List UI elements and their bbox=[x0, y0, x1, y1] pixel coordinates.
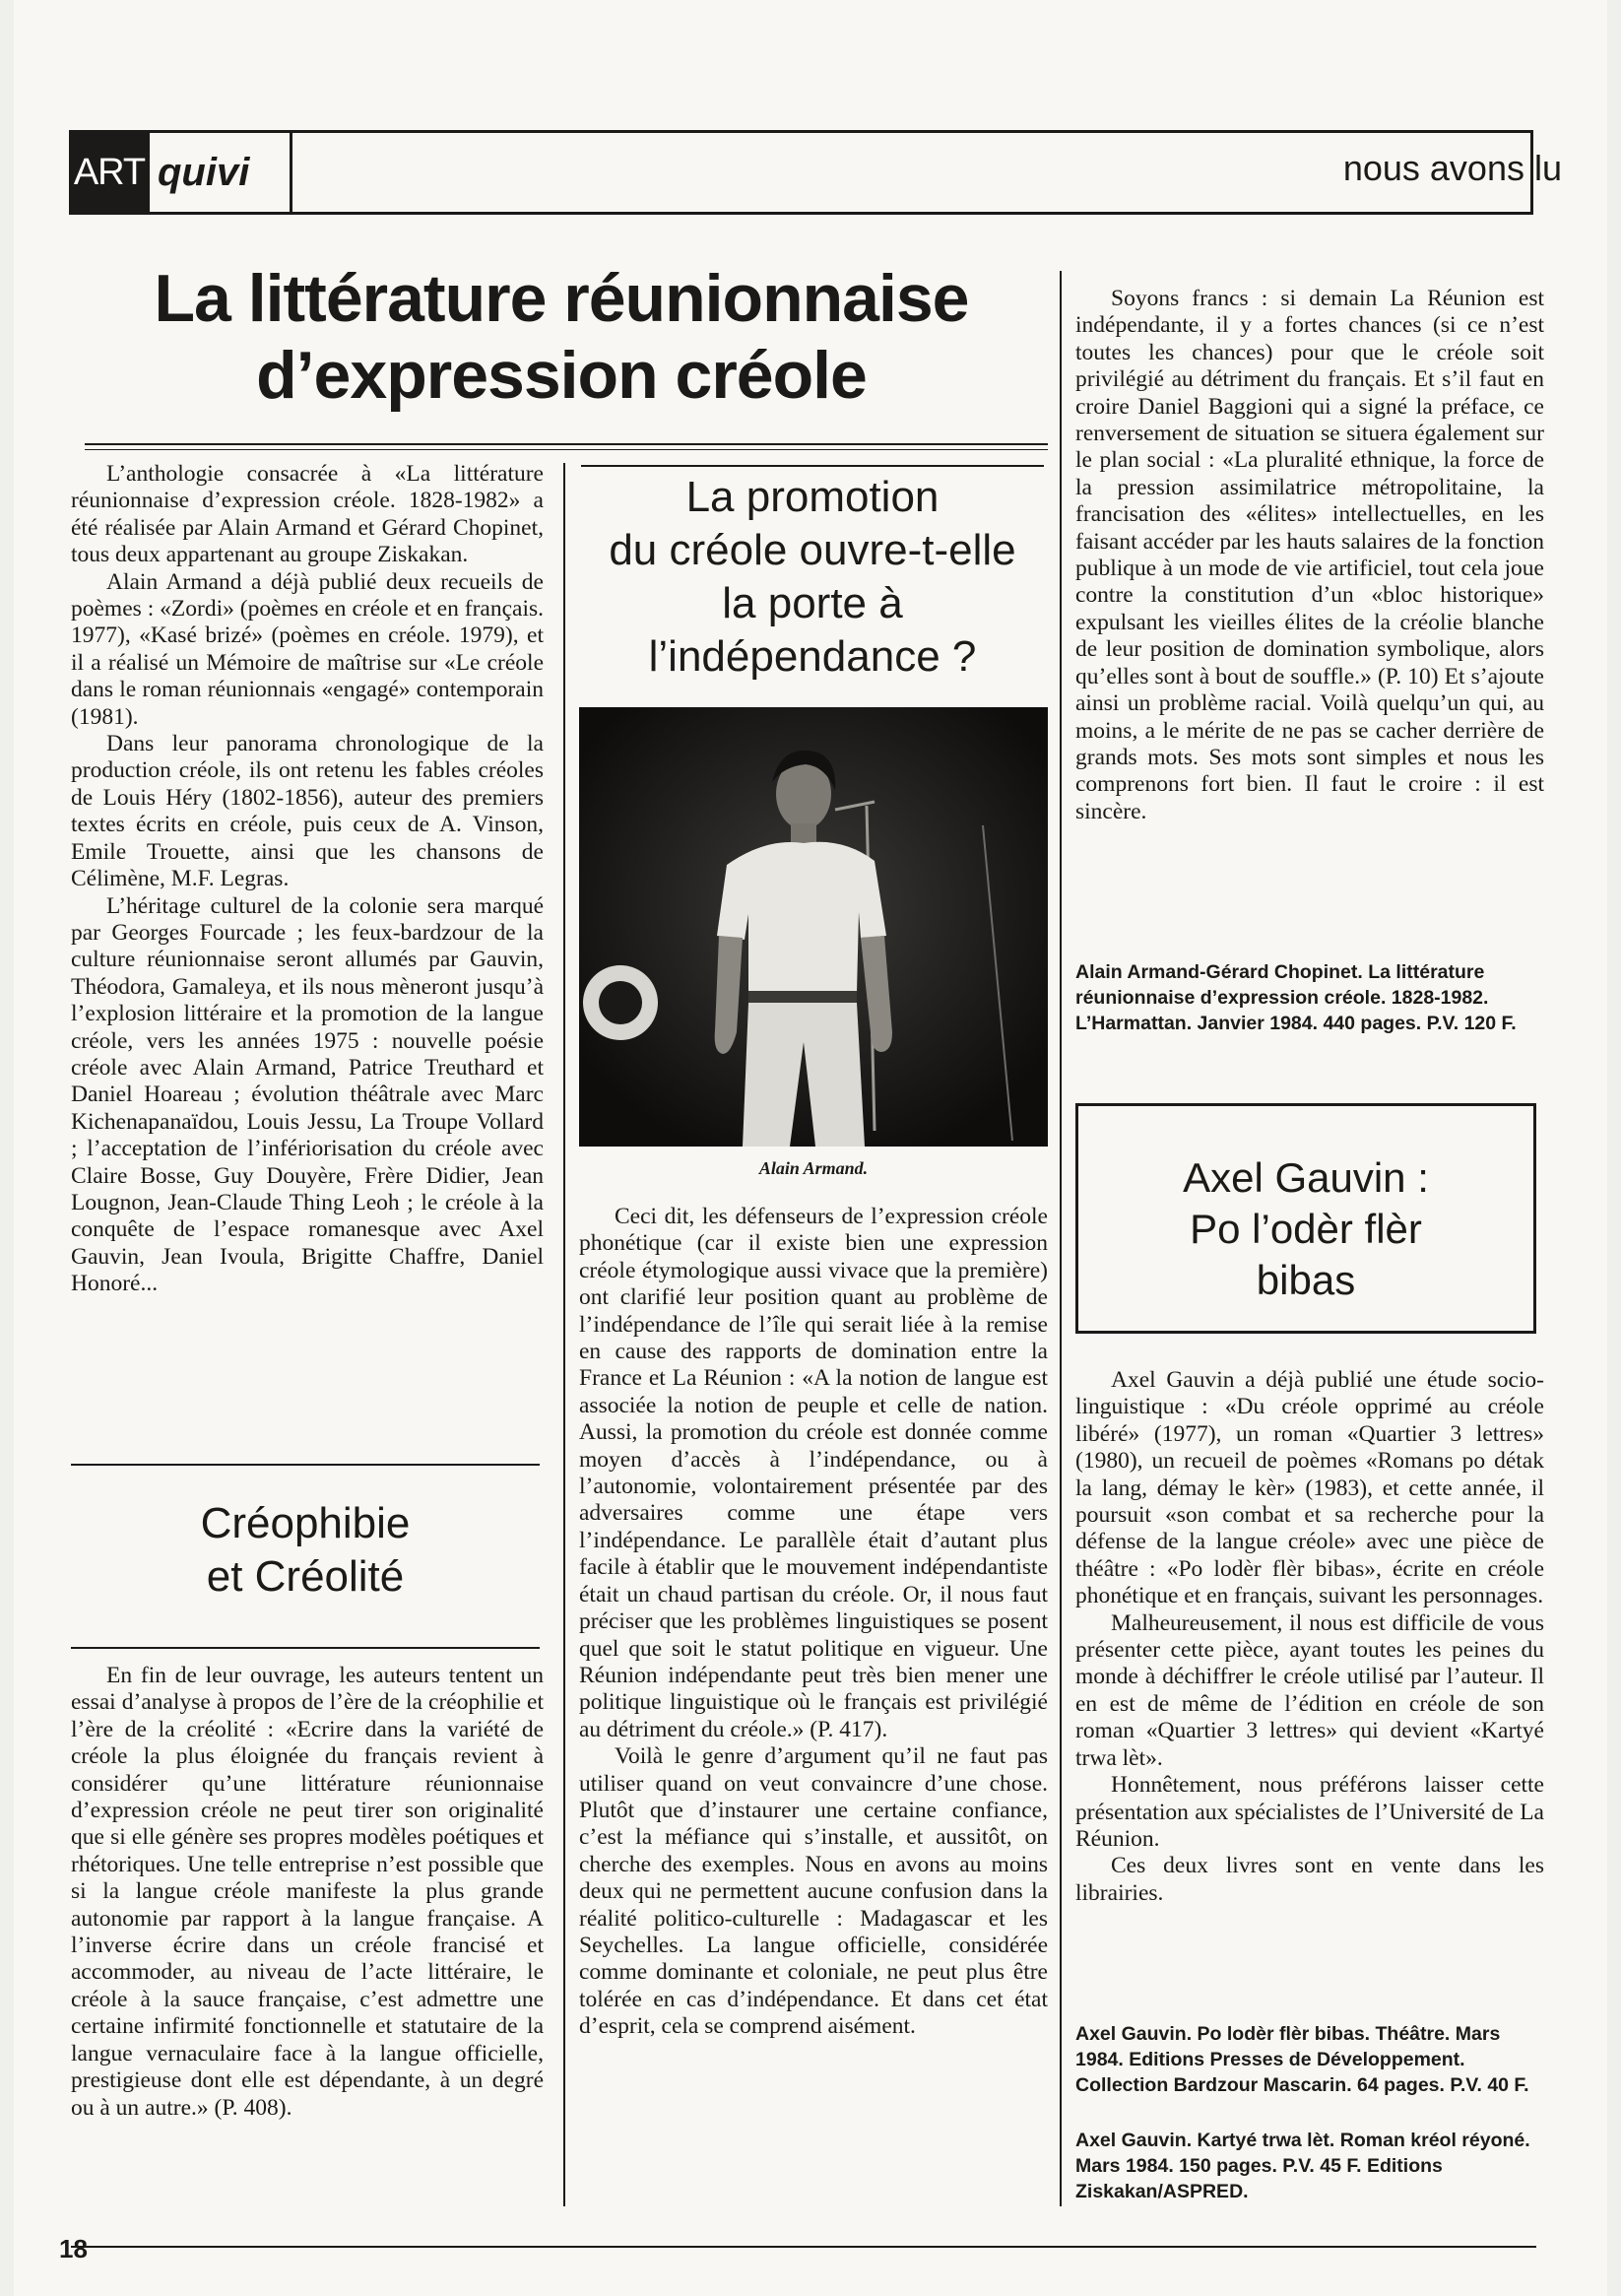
axel-source-2: Axel Gauvin. Kartyé trwa lèt. Roman kréol réyoné. Mars 1984. 150 pages. P.V. 45 F. Editions Ziskakan/ASPRED. bbox=[1075, 2130, 1530, 2202]
promotion-title bbox=[571, 471, 1054, 684]
axel-paragraph: Honnêtement, nous préférons laisser cette présentation aux spécialistes de l’Université de La Réunion. bbox=[1075, 1772, 1544, 1852]
creophibie-paragraph: En fin de leur ouvrage, les auteurs tentent un essai d’analyse à propos de l’ère de la créophilie et l’ère de la créolité : «Ecrire dans la variété de créole la plus éloignée du français revient à considérer qu’une littérature réunionnaise d’expression créole ne peut tirer son originalité que si elle génère ses propres modèles poétiques et rhétoriques. Une telle entreprise n’est possible que si la langue créole manifeste la plus grande autonomie par rapport à la langue française. A l’inverse écrire dans un créole francisé et accommoder, au niveau de l’acte littéraire, le créole à la sauce française, c’est admettre une certaine infirmité fonctionnelle et statutaire de la langue vernaculaire face à la langue officielle, prestigieuse dont elle est dépendante, à un degré ou à un autre.» (P. 408). bbox=[71, 1663, 544, 2121]
title-rule-thin bbox=[85, 449, 1048, 450]
main-title-line1: La littérature réunionnaise bbox=[154, 261, 969, 336]
footer-rule bbox=[71, 2246, 1536, 2248]
promotion-title-line2: du créole ouvre-t-elle bbox=[609, 526, 1016, 574]
axel-title-line1: Axel Gauvin : bbox=[1183, 1154, 1429, 1201]
main-title-line2: d’expression créole bbox=[256, 338, 867, 413]
concert-photo-illustration bbox=[579, 707, 1048, 1147]
creophibie-title-line2: et Créolité bbox=[206, 1552, 405, 1601]
col1-bottom-rule bbox=[71, 1464, 540, 1466]
axel-text bbox=[1075, 1367, 1544, 1907]
promotion-title-line4: l’indépendance ? bbox=[648, 632, 977, 681]
col1-paragraph: L’anthologie consacrée à «La littérature réunionnaise d’expression créole. 1828-1982» a été réalisée par Alain Armand et Gérard Chopinet, tous deux appartenant au groupe Ziskakan. bbox=[71, 461, 544, 568]
axel-paragraph: Axel Gauvin a déjà publié une étude socio-linguistique : «Du créole opprimé au créole libéré» (1977), un roman «Quartier 3 lettres» (1980), un recueil de poèmes «Romans po détak la lang, démay le kèr» (1983), et cette année, il poursuit «son combat et sa recherche pour la défense de la langue créole» avec une pièce de théâtre : «Po lodèr flèr bibas», écrite en créole phonétique et en français, suivant les personnages. bbox=[1075, 1367, 1544, 1609]
axel-title bbox=[1075, 1152, 1536, 1306]
col1-paragraph: Alain Armand a déjà publié deux recueils de poèmes : «Zordi» (poèmes en créole et en français. 1977), «Kasé brizé» (poèmes en créole. 1979), et il a réalisé un Mémoire de maîtrise sur «Le créole dans le roman réunionnais «engagé» contemporain (1981). bbox=[71, 568, 544, 730]
promotion-title-line3: la porte à bbox=[722, 579, 903, 627]
page-number: 18 bbox=[59, 2234, 88, 2263]
creophibie-rule bbox=[71, 1647, 540, 1649]
promotion-rule bbox=[581, 465, 1044, 467]
axel-paragraph: Malheureusement, il nous est difficile de vous présenter cette pièce, ayant toutes les peines du monde à déchiffrer le créole utilisé par l’auteur. Il en est de même de l’édition en créole de son roman «Quartier 3 lettres» qui devient «Kartyé trwa lèt». bbox=[1075, 1609, 1544, 1771]
header-divider bbox=[290, 130, 292, 215]
promotion-text bbox=[579, 1204, 1048, 2041]
anthology-source: Alain Armand-Gérard Chopinet. La littérature réunionnaise d’expression créole. 1828-1982. L’Harmattan. Janvier 1984. 440 pages. P.V. 120 F. bbox=[1075, 961, 1517, 1034]
col1-text bbox=[71, 461, 544, 1298]
axel-source-1: Axel Gauvin. Po lodèr flèr bibas. Théâtre. Mars 1984. Editions Presses de Développement. Collection Bardzour Mascarin. 64 pages. P.V. 40 F. bbox=[1075, 2023, 1529, 2096]
axel-paragraph: Ces deux livres sont en vente dans les librairies. bbox=[1075, 1853, 1544, 1906]
axel-title-line3: bibas bbox=[1256, 1257, 1356, 1303]
photo-caption: Alain Armand. bbox=[758, 1158, 869, 1178]
title-rule bbox=[85, 443, 1048, 445]
column-rule-2 bbox=[1060, 271, 1062, 2206]
main-title bbox=[69, 260, 1054, 414]
creophibie-title-line1: Créophibie bbox=[200, 1499, 411, 1547]
promotion-paragraph: Voilà le genre d’argument qu’il ne faut pas utiliser quand on veut convaincre d’une chose. Plutôt que d’instaurer une certaine confiance, c’est la méfiance qui s’installe, et aussitôt, on cherche des exemples. Nous en avons au moins deux qui ne permettent aucune confusion dans la réalité politico-culturelle : Madagascar et les Seychelles. La langue officielle, considérée comme dominante et coloniale, ne peut plus être tolérée en cas d’indépendance. Et dans cet état d’esprit, cela se comprend aisément. bbox=[579, 1743, 1048, 2040]
art-logo: ART bbox=[69, 130, 150, 215]
col3-text bbox=[1075, 286, 1544, 825]
alain-armand-photo bbox=[579, 707, 1048, 1147]
col1-paragraph: L’héritage culturel de la colonie sera marqué par Georges Fourcade ; les feux-bardzour de la culture réunionnaise seront allumés par Gauvin, Théodora, Gamaleya, et ils nous mèneront jusqu’à l’explosion littéraire et la promotion de la langue créole, vers les années 1975 : nouvelle poésie créole avec Alain Armand, Patrice Treuthard et Daniel Hoareau ; évolution théâtrale avec Marc Kichenapanaïdou, Louis Jessu, La Troupe Vollard ; l’acceptation de l’infériorisation du créole avec Claire Bosse, Guy Douyère, Frère Didier, Jean Lougnon, Jean-Claude Thing Leoh ; le créole à la conquête de l’espace romanesque avec Axel Gauvin, Jean Ivoula, Brigitte Chaffre, Daniel Honoré... bbox=[71, 892, 544, 1297]
axel-title-line2: Po l’odèr flèr bbox=[1190, 1206, 1422, 1252]
creophibie-text bbox=[71, 1663, 544, 2122]
creophibie-title bbox=[71, 1497, 540, 1604]
section-label: nous avons lu bbox=[1342, 148, 1562, 188]
promotion-paragraph: Ceci dit, les défenseurs de l’expression créole phonétique (car il existe bien une expression créole étymologique aussi vivace que la première) ont clarifié leur position quant au problème de l’indépendance de l’île qui serait liée à la remise en cause des rapports de domination entre la France et La Réunion : «A la notion de langue est associée la notion de peuple et celle de nation. Aussi, la promotion du créole est donnée comme moyen d’accès à l’indépendance, ou à l’autonomie, volontairement présentée par des adversaires comme une étape vers l’indépendance. Le parallèle était d’autant plus facile à établir que le mouvement indépendantiste était un chaud partisan du créole. Or, il nous faut préciser que les problèmes linguistiques se posent quel que soit le statut politique en vigueur. Une Réunion indépendante peut très bien mener une politique linguistique où le français est privilégié au détriment du créole.» (P. 417). bbox=[579, 1204, 1048, 1742]
promotion-title-line1: La promotion bbox=[685, 473, 940, 521]
quivi-logo: quivi bbox=[158, 151, 250, 194]
col3-paragraph: Soyons francs : si demain La Réunion est indépendante, il y a fortes chances (si ce n’est toutes les chances) pour que le créole soit privilégié au détriment du français. Et s’il faut en croire Daniel Baggioni qui a signé la préface, ce renversement de situation se situera également sur le plan social : «La pluralité ethnique, la force de la pression assimilatrice métropolitaine, la francisation des «élites» intellectuelles, en les faisant accéder par les hauts salaires de la fonction publique à un mode de vie artificiel, tout cela joue contre la constitution d’un «bloc historique» expulsant les vieilles élites de la créolie blanche de leur position de domination symbolique, alors qu’elles sont à bout de souffle.» (P. 10) Et s’ajoute ainsi un problème racial. Voilà quelqu’un qui, au moins, a le mérite de ne pas se cacher derrière de grands mots. Ses mots sont simples et nous les comprenons fort bien. Il faut le croire : il est sincère. bbox=[1075, 286, 1544, 824]
column-rule-1 bbox=[563, 463, 565, 2206]
col1-paragraph: Dans leur panorama chronologique de la production créole, ils ont retenu les fables créoles de Louis Héry (1802-1856), auteur des premiers textes écrits en créole, puis ceux de A. Vinson, Emile Trouette, ainsi que les chansons de Célimène, M.F. Legras. bbox=[71, 731, 544, 892]
